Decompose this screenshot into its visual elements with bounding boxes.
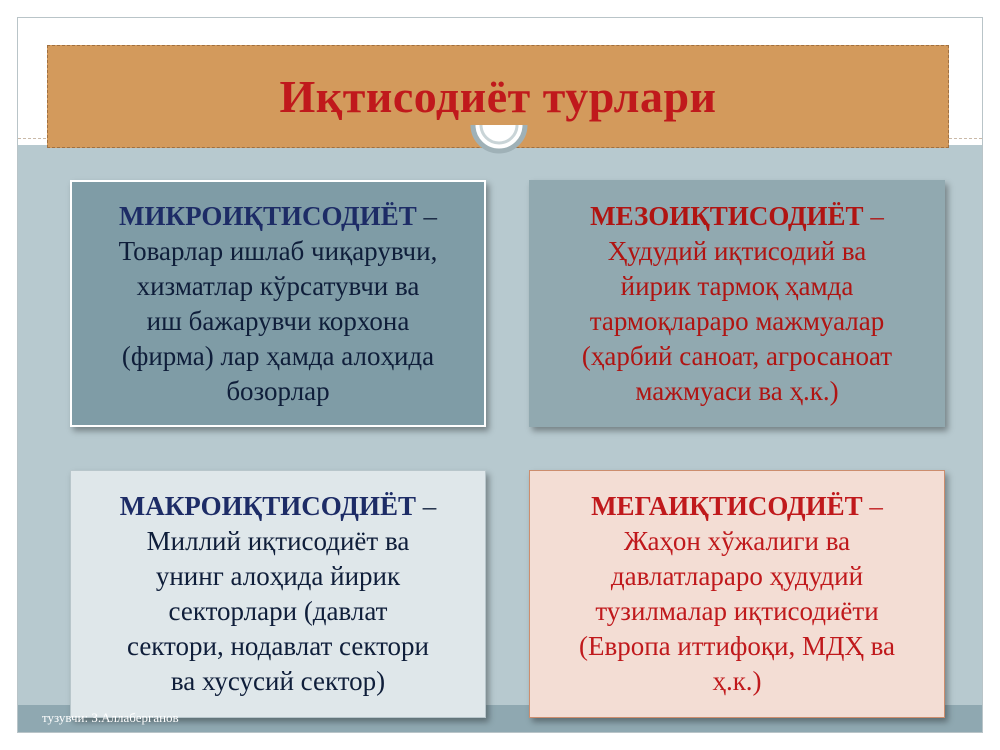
card-term: МИКРОИҚТИСОДИЁТ <box>119 200 417 231</box>
card-line: (ҳарбий саноат, агросаноат <box>581 340 893 371</box>
card-term: МЕЗОИҚТИСОДИЁТ <box>590 200 864 231</box>
card-line: йирик тармоқ ҳамда <box>620 270 854 301</box>
card-line: ҳ.к.) <box>712 666 762 696</box>
card-line: (Европа иттифоқи, МДҲ ва <box>578 631 896 661</box>
card-dash: – <box>416 200 437 231</box>
card-line: унинг алоҳида йирик <box>155 561 401 591</box>
card-line: Товарлар ишлаб чиқарувчи, <box>118 235 438 266</box>
card-line: ва хусусий сектор) <box>170 666 386 696</box>
card-line: хизматлар кўрсатувчи ва <box>136 270 420 301</box>
card-text <box>119 199 437 234</box>
card-mesoeconomics <box>529 180 945 427</box>
card-line: сектори, нодавлат сектори <box>127 631 429 661</box>
circle-ornament-icon <box>467 125 531 165</box>
card-dash: – <box>862 491 883 521</box>
card-dash: – <box>416 491 437 521</box>
card-line: иш бажарувчи корхона <box>146 305 410 336</box>
card-line: мажмуаси ва ҳ.к.) <box>635 375 839 406</box>
card-line: (фирма) лар ҳамда алоҳида <box>121 340 435 371</box>
card-text <box>591 489 883 524</box>
card-line: Миллий иқтисодиёт ва <box>146 526 410 556</box>
card-line: Ҳудудий иқтисодий ва <box>607 235 867 266</box>
card-line: бозорлар <box>226 375 330 406</box>
card-dash: – <box>863 200 884 231</box>
slide-title: Иқтисодиёт турлари <box>279 71 717 122</box>
card-term: МЕГАИҚТИСОДИЁТ <box>591 491 863 521</box>
card-microeconomics <box>70 180 486 427</box>
card-line: Жаҳон хўжалиги ва <box>623 526 851 556</box>
card-term: МАКРОИҚТИСОДИЁТ <box>119 491 416 521</box>
card-text <box>120 489 437 524</box>
card-line: секторлари (давлат <box>168 596 388 626</box>
card-macroeconomics <box>70 470 486 718</box>
card-megaeconomics <box>529 470 945 718</box>
card-text <box>590 199 884 234</box>
footer-credit: тузувчи: З.Аллаберганов <box>42 710 179 725</box>
card-line: тармоқлараро мажмуалар <box>589 305 885 336</box>
card-line: давлатлараро ҳудудий <box>610 561 864 591</box>
card-line: тузилмалар иқтисодиёти <box>595 596 879 626</box>
